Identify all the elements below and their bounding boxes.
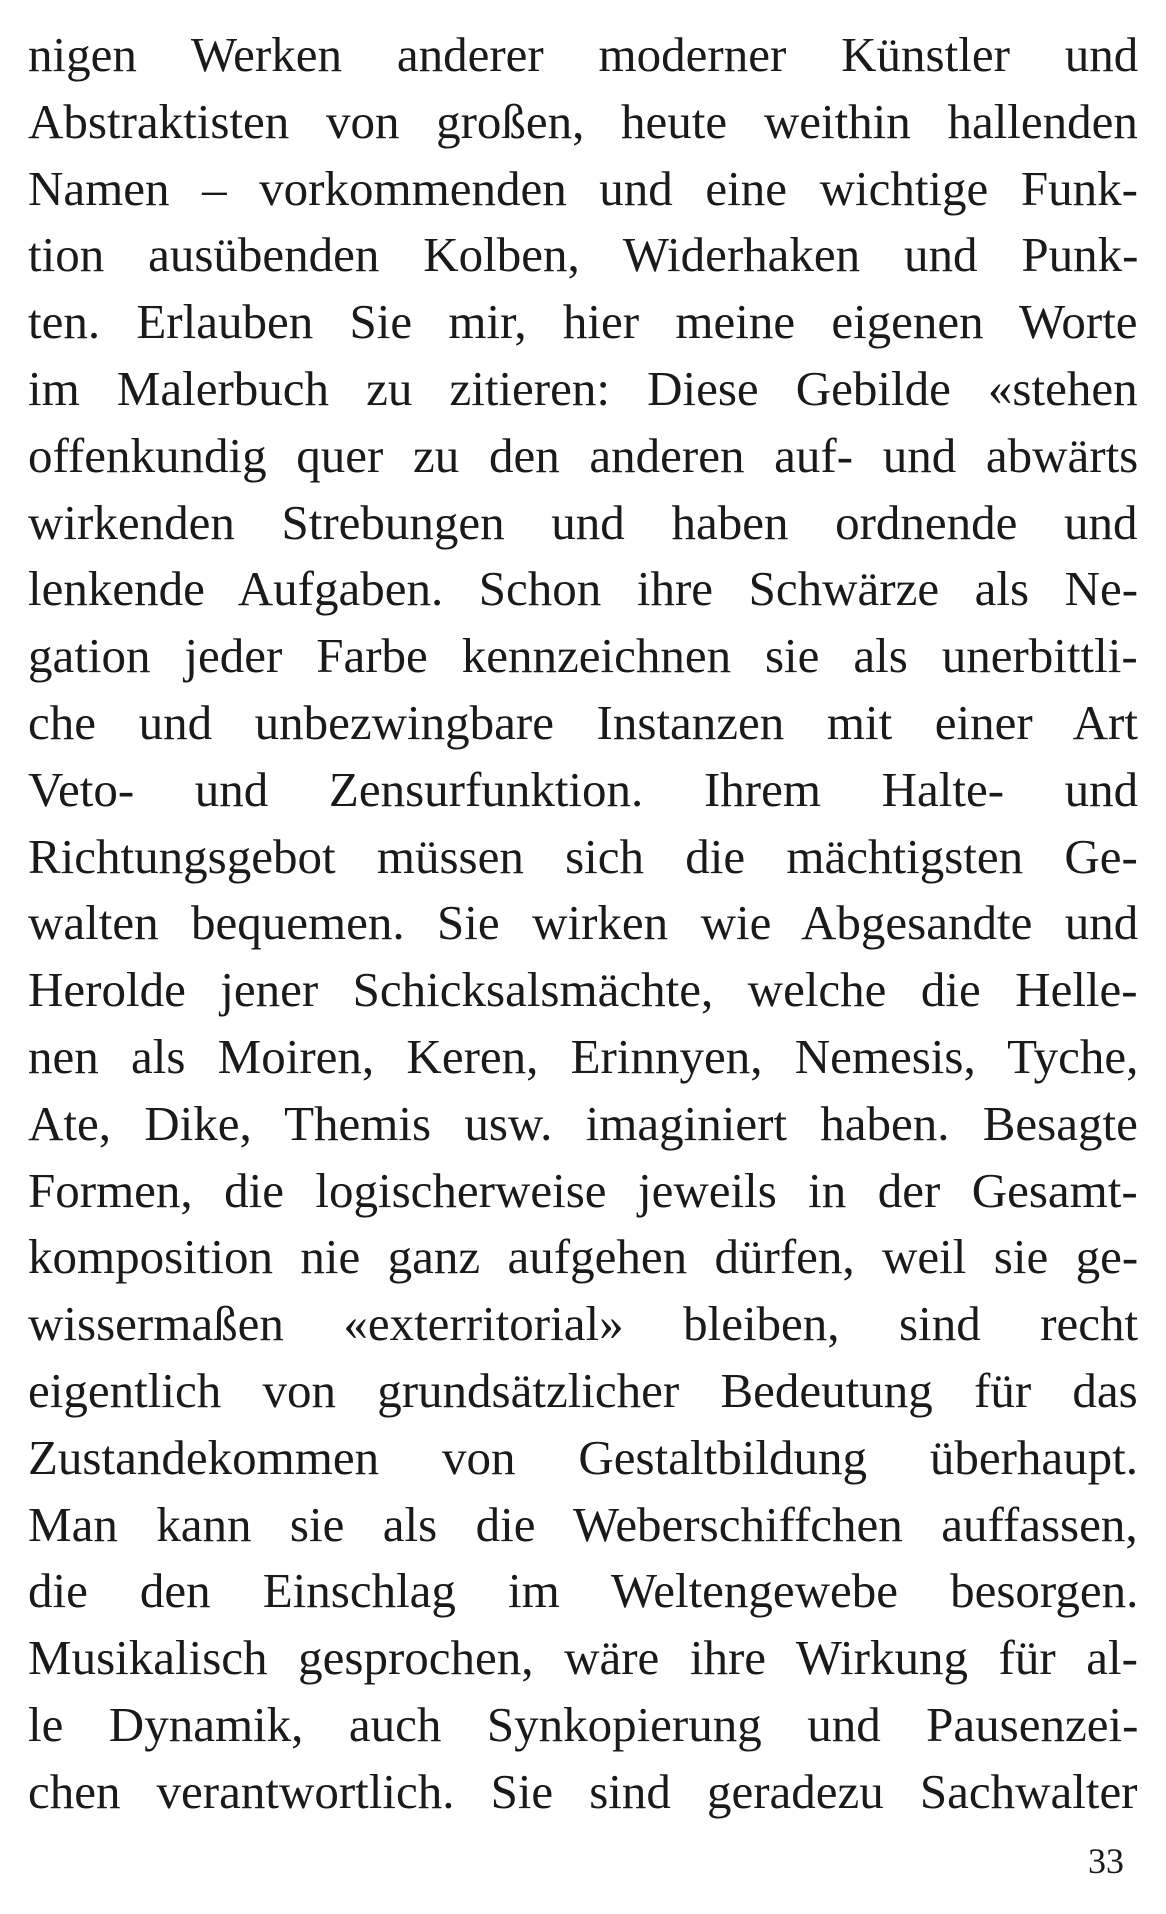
text-line: Veto- und Zensurfunktion. Ihrem Halte- und <box>28 761 1139 817</box>
page-number: 33 <box>1088 1841 1124 1881</box>
text-line: Musikalisch gesprochen, wäre ihre Wirkung für al- <box>28 1630 1138 1686</box>
text-line: wirkenden Strebungen und haben ordnende und <box>28 494 1138 550</box>
text-line: nigen Werken anderer moderner Künstler und <box>28 27 1139 82</box>
text-line: gation jeder Farbe kennzeichnen sie als unerbittli- <box>28 628 1138 684</box>
text-line: Abstraktisten von großen, heute weithin hallenden <box>28 93 1138 149</box>
text-line: Ate, Dike, Themis usw. imaginiert haben. Besagte <box>28 1095 1138 1151</box>
text-line: che und unbezwingbare Instanzen mit einer Art <box>28 694 1138 750</box>
text-line: die den Einschlag im Weltengewebe besorgen. <box>28 1563 1139 1619</box>
text-line: offenkundig quer zu den anderen auf- und abwärts <box>28 427 1139 483</box>
text-line: wissermaßen «exterritorial» bleiben, sind recht <box>28 1296 1139 1352</box>
body-text <box>28 22 1138 1826</box>
text-line: walten bequemen. Sie wirken wie Abgesandte und <box>28 895 1139 951</box>
text-line: le Dynamik, auch Synkopierung und Pausenzei- <box>28 1696 1139 1752</box>
text-line: lenkende Aufgaben. Schon ihre Schwärze als Ne- <box>28 561 1139 617</box>
text-line: nen als Moiren, Keren, Erinnyen, Nemesis, Tyche, <box>28 1028 1139 1084</box>
text-line: Man kann sie als die Weberschiffchen auffassen, <box>28 1496 1138 1552</box>
text-line: Namen – vorkommenden und eine wichtige Funk- <box>28 160 1138 216</box>
text-line: Formen, die logischerweise jeweils in der Gesamt- <box>28 1162 1138 1218</box>
text-line: chen verantwortlich. Sie sind geradezu Sachwalter <box>28 1763 1138 1819</box>
text-line: Zustandekommen von Gestaltbildung überhaupt. <box>28 1429 1139 1485</box>
text-line: Herolde jener Schicksalsmächte, welche die Helle- <box>28 962 1138 1018</box>
text-line: ten. Erlauben Sie mir, hier meine eigenen Worte <box>28 294 1138 350</box>
text-line: im Malerbuch zu zitieren: Diese Gebilde «stehen <box>28 360 1138 416</box>
text-line: tion ausübenden Kolben, Widerhaken und Punk- <box>28 227 1139 283</box>
text-line: Richtungsgebot müssen sich die mächtigsten Ge- <box>28 828 1138 884</box>
text-line: komposition nie ganz aufgehen dürfen, weil sie ge- <box>28 1229 1139 1285</box>
text-line: eigentlich von grundsätzlicher Bedeutung für das <box>28 1362 1138 1418</box>
